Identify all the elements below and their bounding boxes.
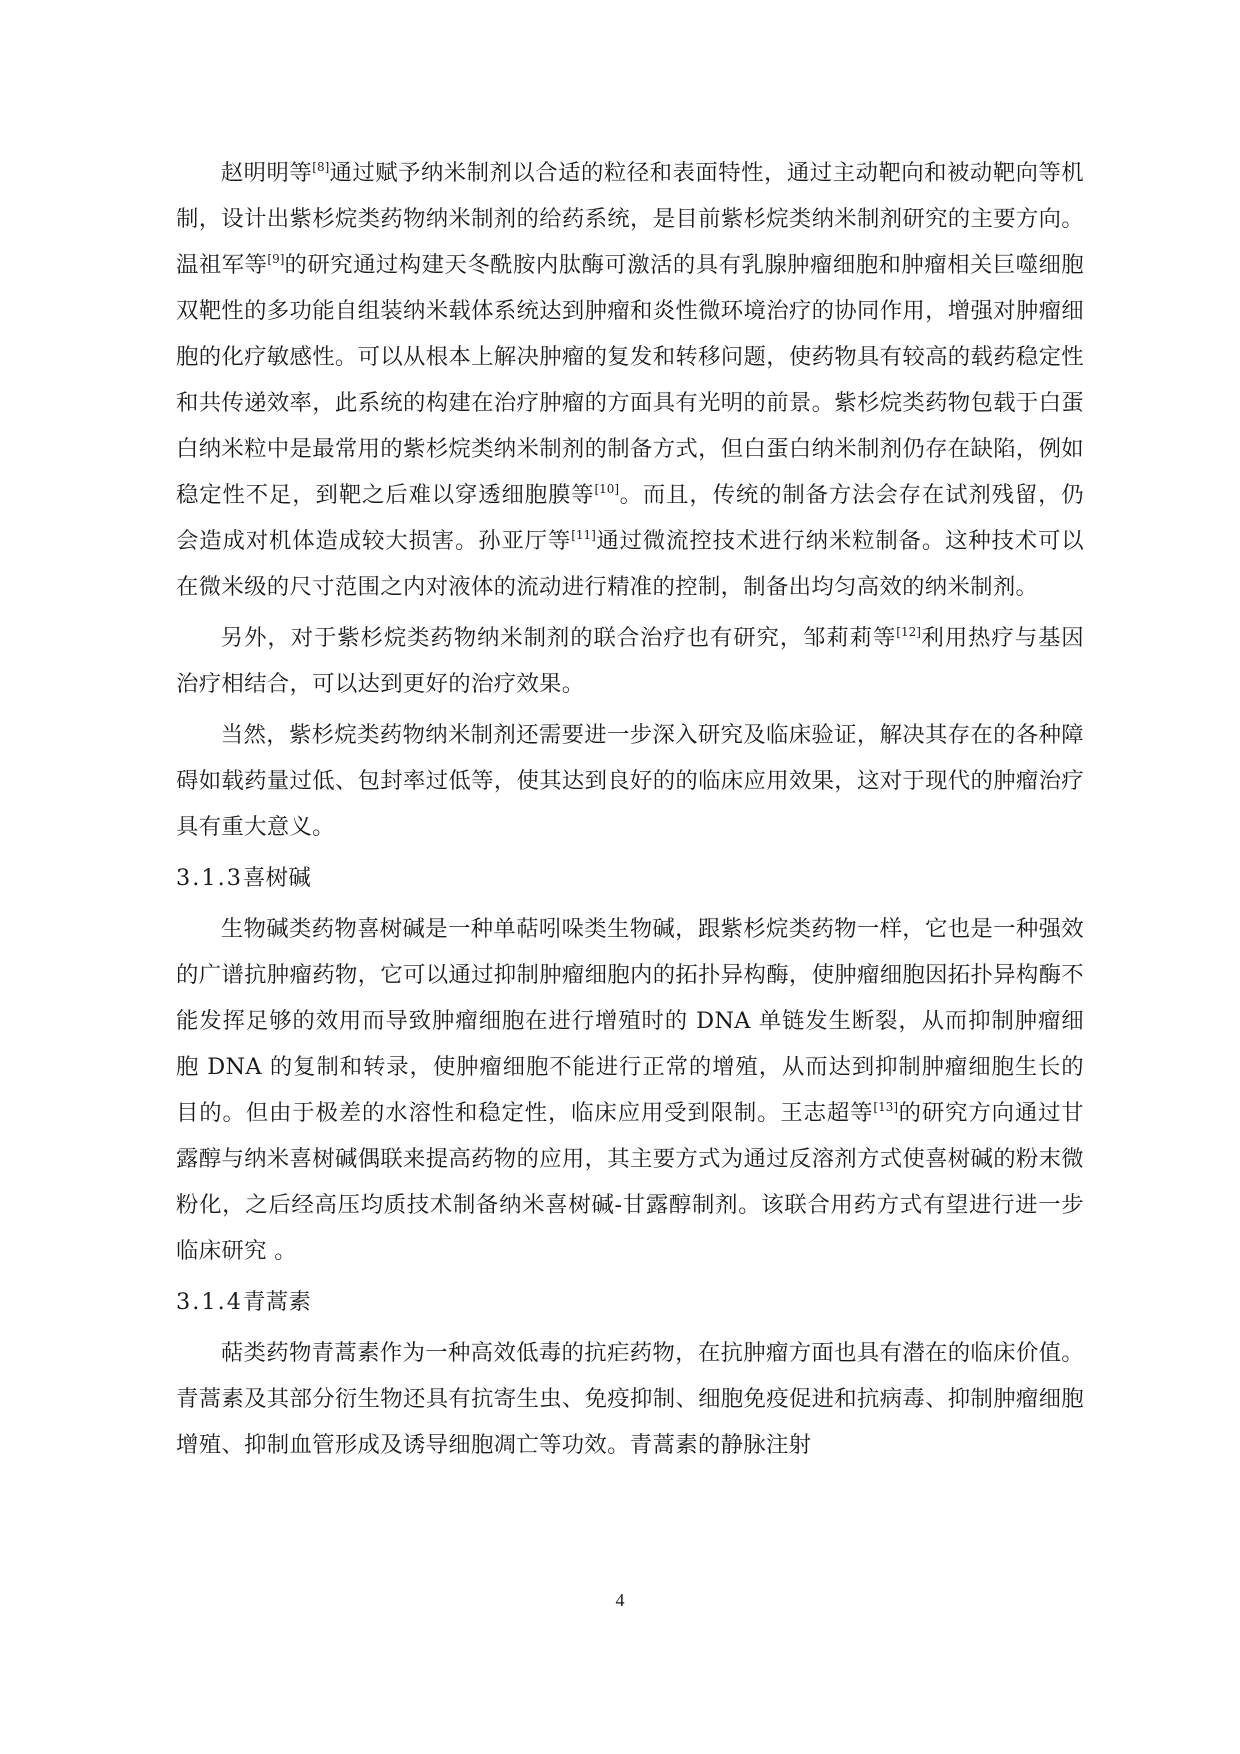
paragraph-text: 的研究通过构建天冬酰胺内肽酶可激活的具有乳腺肿瘤细胞和肿瘤相关巨噬细胞双靶性的多功能自组装纳米载体系统达到肿瘤和炎性微环境治疗的协同作用，增强对肿瘤细胞的化疗敏感性。可以从根本上解决肿瘤的复发和转移问题，使药物具有较高的载药稳定性和共传递效率，此系统的构建在治疗肿瘤的方面具有光明的前景。紫杉烷类药物包载于白蛋白纳米粒中是最常用的紫杉烷类纳米制剂的制备方式，但白蛋白纳米制剂仍存在缺陷，例如稳定性不足，到靶之后难以穿透细胞膜等: [176, 252, 1085, 508]
citation-12: [12]: [896, 625, 921, 639]
paragraph-artemisinin: [176, 1330, 1084, 1468]
citation-9: [9]: [267, 252, 285, 266]
paragraph-text: 利用热疗与基因治疗相结合，可以达到更好的治疗效果。: [176, 625, 1084, 697]
citation-13: [13]: [873, 1100, 899, 1114]
paragraph-combination-therapy: [176, 615, 1084, 707]
paragraph-text: 。而且，传统的制备方法会存在试剂残留，仍会造成对机体造成较大损害。孙亚厅等: [176, 482, 1085, 554]
paragraph-text: 赵明明等: [220, 160, 313, 186]
section-number: 3.1.4: [176, 1289, 243, 1315]
citation-10: [10]: [594, 482, 620, 496]
paragraph-text: 通过微流控技术进行纳米粒制备。这种技术可以在微米级的尺寸范围之内对液体的流动进行精准的控制，制备出均匀高效的纳米制剂。: [176, 528, 1084, 600]
section-title: 喜树碱: [242, 865, 312, 891]
citation-11: [11]: [571, 528, 596, 542]
paragraph-text: 的研究方向通过甘露醇与纳米喜树碱偶联来提高药物的应用，其主要方式为通过反溶剂方式使喜树碱的粉末微粉化，之后经高压均质技术制备纳米喜树碱-甘露醇制剂。该联合用药方式有望进行进一步临床研究 。: [176, 1100, 1085, 1264]
section-heading-artemisinin: [176, 1279, 1084, 1325]
paragraph-text: 通过赋予纳米制剂以合适的粒径和表面特性，通过主动靶向和被动靶向等机制，设计出紫杉烷类药物纳米制剂的给药系统，是目前紫杉烷类纳米制剂研究的主要方向。温祖军等: [176, 160, 1084, 278]
document-body: [176, 150, 1084, 1473]
section-title: 青蒿素: [242, 1289, 312, 1315]
paragraph-text: 生物碱类药物喜树碱是一种单萜吲哚类生物碱，跟紫杉烷类药物一样，它也是一种强效的广谱抗肿瘤药物，它可以通过抑制肿瘤细胞内的拓扑异构酶，使肿瘤细胞因拓扑异构酶不能发挥足够的效用而导致肿瘤细胞在进行增殖时的 DNA 单链发生断裂，从而抑制肿瘤细胞 DNA 的复制和转录，使肿瘤细胞不能进行正常的增殖，从而达到抑制肿瘤细胞生长的目的。但由于极差的水溶性和稳定性，临床应用受到限制。王志超等: [176, 916, 1084, 1126]
paragraph-clinical-validation: [176, 712, 1084, 850]
paragraph-taxane-nano-research: [176, 150, 1084, 610]
section-heading-camptothecin: [176, 855, 1084, 901]
paragraph-text: 当然，紫杉烷类药物纳米制剂还需要进一步深入研究及临床验证，解决其存在的各种障碍如载药量过低、包封率过低等，使其达到良好的的临床应用效果，这对于现代的肿瘤治疗具有重大意义。: [176, 722, 1084, 840]
page-number: 4: [615, 1590, 625, 1610]
section-number: 3.1.3: [176, 865, 243, 891]
paragraph-text: 萜类药物青蒿素作为一种高效低毒的抗疟药物，在抗肿瘤方面也具有潜在的临床价值。青蒿素及其部分衍生物还具有抗寄生虫、免疫抑制、细胞免疫促进和抗病毒、抑制肿瘤细胞增殖、抑制血管形成及诱导细胞凋亡等功效。青蒿素的静脉注射: [176, 1340, 1084, 1458]
paragraph-camptothecin: [176, 906, 1084, 1274]
paragraph-text: 另外，对于紫杉烷类药物纳米制剂的联合治疗也有研究，邹莉莉等: [220, 625, 897, 651]
citation-8: [8]: [312, 160, 330, 174]
